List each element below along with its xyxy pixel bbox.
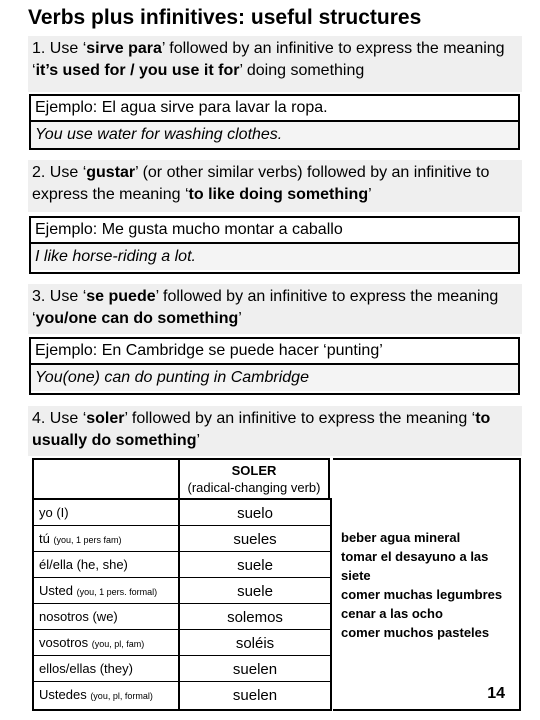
pronoun-note: (you, pl, formal) — [90, 691, 153, 701]
pronoun: él/ella (he, she) — [39, 557, 128, 572]
pronoun: vosotros — [39, 635, 92, 650]
instruction-text: ’ followed by an infinitive to express the meaning ‘ — [124, 410, 476, 427]
example-box-3 — [29, 337, 520, 395]
instruction-text: Use ‘ — [49, 40, 87, 57]
table-body — [32, 498, 332, 711]
table-row — [34, 656, 330, 682]
example-english: I like horse-riding a lot. — [31, 244, 518, 270]
verb-subheading: (radical-changing verb) — [187, 480, 321, 495]
pronoun-cell — [34, 682, 180, 709]
example-spanish: Ejemplo: El agua sirve para lavar la ropa. — [31, 96, 518, 122]
key-phrase: se puede — [86, 288, 156, 305]
pronoun: Ustedes — [39, 687, 91, 702]
instruction-4 — [28, 406, 522, 456]
instruction-number: 3. — [32, 288, 46, 305]
phrase-item: tomar el desayuno a las siete — [341, 549, 489, 583]
verb-heading: SOLER — [231, 463, 277, 478]
table-row — [34, 630, 330, 656]
verb-form-cell: suele — [237, 557, 273, 574]
pronoun-note: (you, 1 pers. formal) — [76, 587, 158, 597]
pronoun-note: (you, pl, fam) — [91, 639, 145, 649]
instruction-number: 1. — [32, 40, 46, 57]
verb-form-cell: solemos — [227, 609, 283, 626]
pronoun-cell — [34, 500, 180, 525]
pronoun: Usted — [39, 583, 77, 598]
table-row — [34, 500, 330, 526]
pronoun-note: (you, 1 pers fam) — [53, 535, 122, 545]
table-row — [34, 682, 330, 709]
instruction-text: ’ (or other similar verbs) followed by an infinitive to express the meaning ‘ — [32, 164, 490, 203]
table-row — [34, 578, 330, 604]
key-phrase: soler — [86, 410, 125, 427]
key-meaning: to like doing something — [188, 186, 369, 203]
instruction-number: 2. — [32, 164, 46, 181]
pronoun: yo (I) — [39, 505, 69, 520]
verb-form-cell: suele — [237, 583, 273, 600]
page-title: Verbs plus infinitives: useful structures — [28, 6, 422, 29]
instruction-3 — [28, 284, 522, 334]
instruction-text: Use ‘ — [49, 410, 87, 427]
example-box-2 — [29, 216, 520, 274]
soler-conjugation-table — [32, 458, 332, 710]
example-spanish: Ejemplo: Me gusta mucho montar a caballo — [31, 218, 518, 244]
pronoun-cell — [34, 578, 180, 603]
instruction-text: ’ — [238, 310, 242, 327]
example-spanish: Ejemplo: En Cambridge se puede hacer ‘punting’ — [31, 339, 518, 365]
phrase-item: comer muchos pasteles — [341, 625, 490, 640]
table-corner — [32, 458, 180, 500]
phrase-item: cenar a las ocho — [341, 606, 443, 621]
pronoun-cell — [34, 656, 180, 681]
phrase-item: comer muchas legumbres — [341, 587, 503, 602]
instruction-text: ’ doing something — [239, 62, 365, 79]
pronoun: ellos/ellas (they) — [39, 661, 133, 676]
pronoun-cell — [34, 604, 180, 629]
instruction-text: ’ followed by an infinitive to express the meaning ‘ — [32, 40, 505, 79]
verb-form-cell: suelen — [232, 661, 278, 678]
verb-form-cell: soléis — [235, 635, 275, 652]
page-number: 14 — [487, 685, 505, 702]
instruction-text: ’ — [196, 432, 201, 449]
example-box-1 — [29, 94, 520, 150]
pronoun-cell — [34, 552, 180, 577]
phrases-panel — [333, 458, 521, 711]
key-phrase: gustar — [86, 164, 136, 181]
instruction-text: ’ — [368, 186, 372, 203]
instruction-1 — [28, 36, 522, 92]
table-row — [34, 526, 330, 552]
instruction-2 — [28, 160, 522, 212]
table-row — [34, 552, 330, 578]
pronoun-cell — [34, 526, 180, 551]
phrase-item: beber agua mineral — [341, 530, 461, 545]
example-english: You use water for washing clothes. — [31, 122, 518, 148]
key-meaning: it’s used for / you use it for — [35, 62, 240, 79]
pronoun-cell — [34, 630, 180, 655]
pronoun: tú — [39, 531, 54, 546]
phrase-list — [341, 528, 517, 642]
pronoun: nosotros (we) — [39, 609, 118, 624]
verb-form-cell: suelo — [237, 505, 273, 522]
example-english: You(one) can do punting in Cambridge — [31, 365, 518, 391]
key-meaning: you/one can do something — [35, 310, 239, 327]
key-meaning: to usually do something — [32, 410, 491, 449]
table-header — [178, 458, 330, 498]
verb-form-cell: sueles — [233, 531, 277, 548]
instruction-text: ’ followed by an infinitive to express the meaning ‘ — [32, 288, 499, 327]
instruction-text: Use ‘ — [49, 288, 87, 305]
key-phrase: sirve para — [86, 40, 162, 57]
instruction-text: Use ‘ — [49, 164, 87, 181]
verb-form-cell: suelen — [232, 687, 278, 704]
table-row — [34, 604, 330, 630]
instruction-number: 4. — [32, 410, 46, 427]
